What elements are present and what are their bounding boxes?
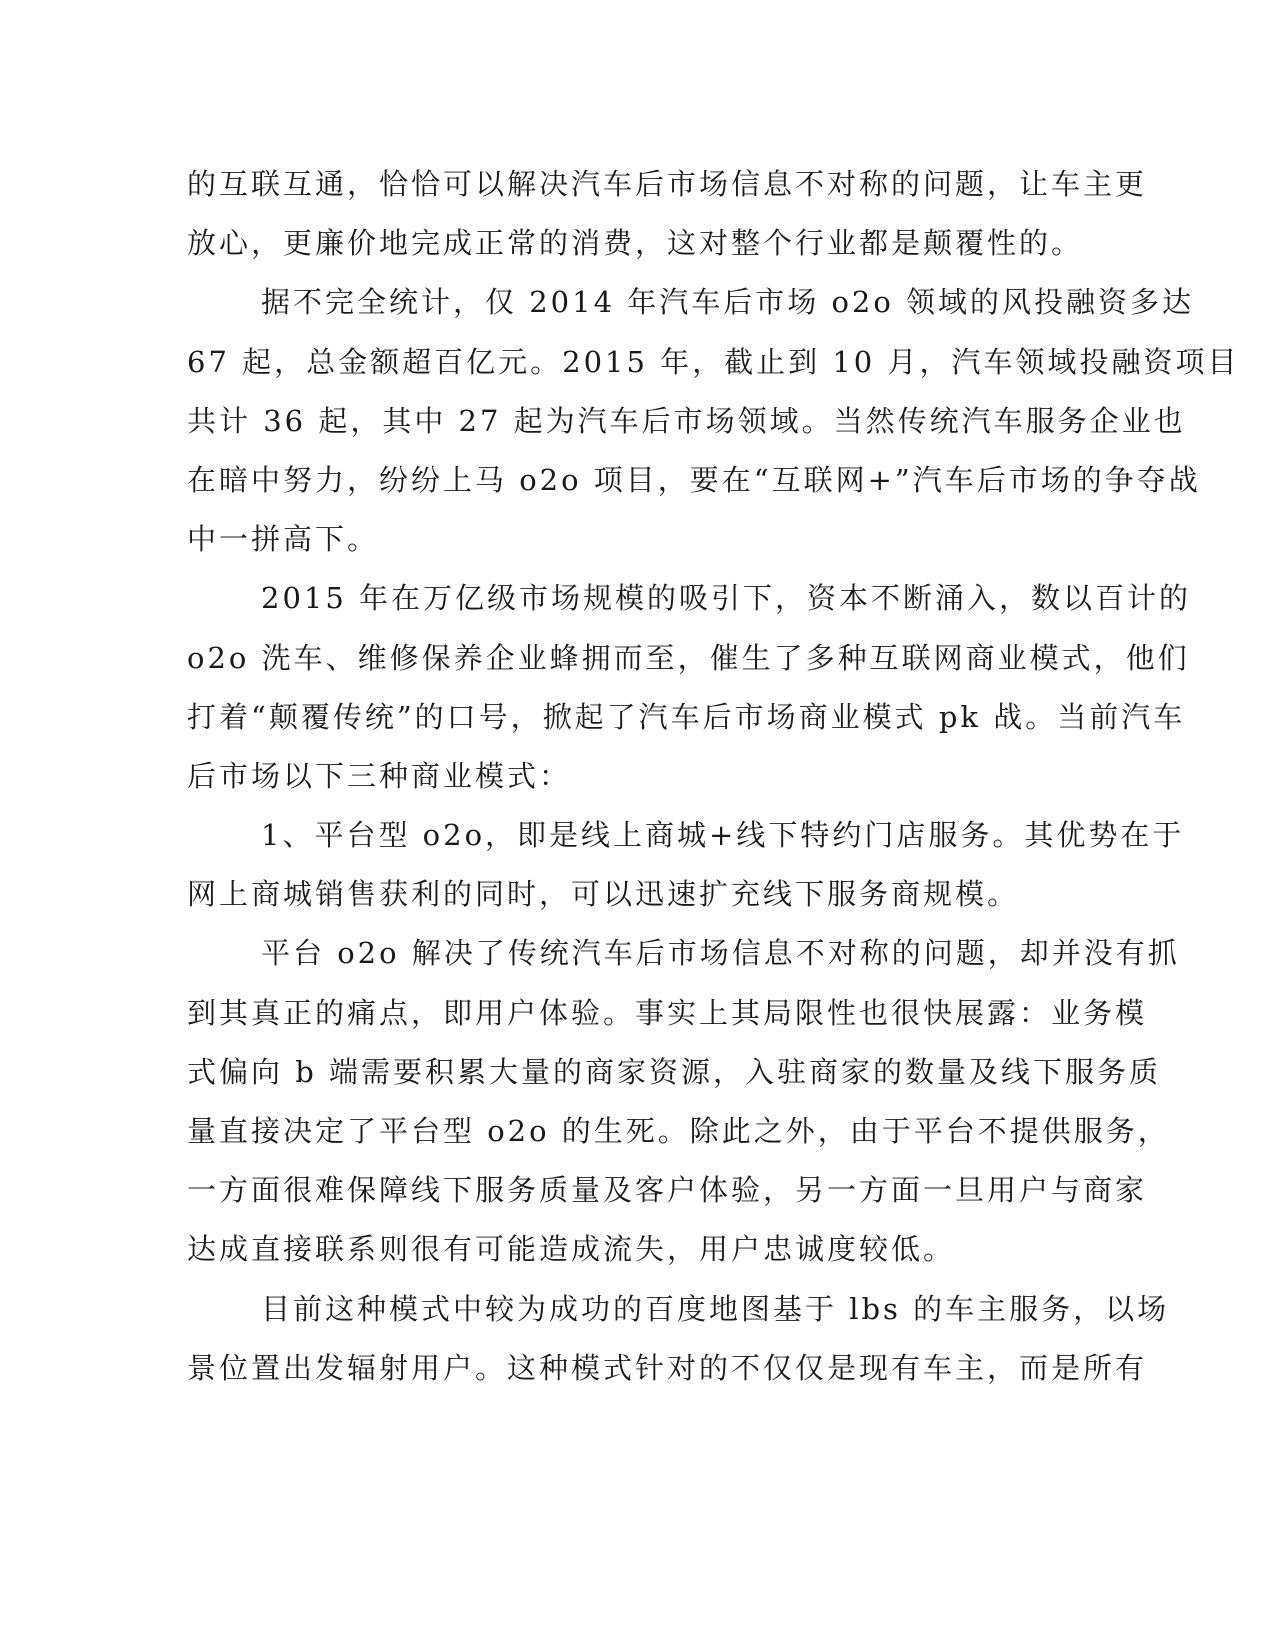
text-line: 后市场以下三种商业模式： — [187, 758, 572, 793]
text-line: 目前这种模式中较为成功的百度地图基于 lbs 的车主服务，以场 — [261, 1291, 1170, 1326]
text-line: 在暗中努力，纷纷上马 o2o 项目，要在“互联网+”汽车后市场的争夺战 — [187, 462, 1201, 497]
text-line: 的互联互通，恰恰可以解决汽车后市场信息不对称的问题，让车主更 — [187, 167, 1148, 201]
text-line: 中一拼高下。 — [187, 522, 380, 557]
paragraph — [187, 569, 1192, 806]
paragraph — [187, 155, 1148, 273]
text-line: 量直接决定了平台型 o2o 的生死。除此之外，由于平台不提供服务， — [187, 1114, 1170, 1148]
text-line: 到其真正的痛点，即用户体验。事实上其局限性也很快展露：业务模 — [187, 995, 1148, 1030]
text-line: 网上商城销售获利的同时，可以迅速扩充线下服务商规模。 — [187, 877, 1020, 912]
paragraph — [187, 806, 1185, 924]
text-line: 达成直接联系则很有可能造成流失，用户忠诚度较低。 — [187, 1232, 956, 1267]
text-line: 1、平台型 o2o，即是线上商城+线下特约门店服务。其优势在于 — [261, 818, 1185, 853]
paragraph — [187, 924, 1180, 1279]
text-line: 式偏向 b 端需要积累大量的商家资源，入驻商家的数量及线下服务质 — [187, 1054, 1162, 1089]
text-line: 打着“颠覆传统”的口号，掀起了汽车后市场商业模式 pk 战。当前汽车 — [187, 699, 1186, 734]
text-line: 放心，更廉价地完成正常的消费，这对整个行业都是颠覆性的。 — [187, 226, 1084, 261]
document-body — [187, 155, 1240, 1398]
text-line: 景位置出发辐射用户。这种模式针对的不仅仅是现有车主，而是所有 — [187, 1350, 1148, 1385]
paragraph — [187, 273, 1240, 569]
text-line: 2015 年在万亿级市场规模的吸引下，资本不断涌入，数以百计的 — [261, 581, 1192, 616]
text-line: 67 起，总金额超百亿元。2015 年，截止到 10 月，汽车领域投融资项目 — [187, 344, 1240, 379]
text-line: o2o 洗车、维修保养企业蜂拥而至，催生了多种互联网商业模式，他们 — [187, 640, 1190, 675]
text-line: 平台 o2o 解决了传统汽车后市场信息不对称的问题，却并没有抓 — [261, 936, 1180, 971]
text-line: 共计 36 起，其中 27 起为汽车后市场领域。当然传统汽车服务企业也 — [187, 403, 1186, 438]
paragraph — [187, 1280, 1170, 1398]
text-line: 据不完全统计，仅 2014 年汽车后市场 o2o 领域的风投融资多达 — [261, 285, 1195, 320]
text-line: 一方面很难保障线下服务质量及客户体验，另一方面一旦用户与商家 — [187, 1173, 1148, 1208]
